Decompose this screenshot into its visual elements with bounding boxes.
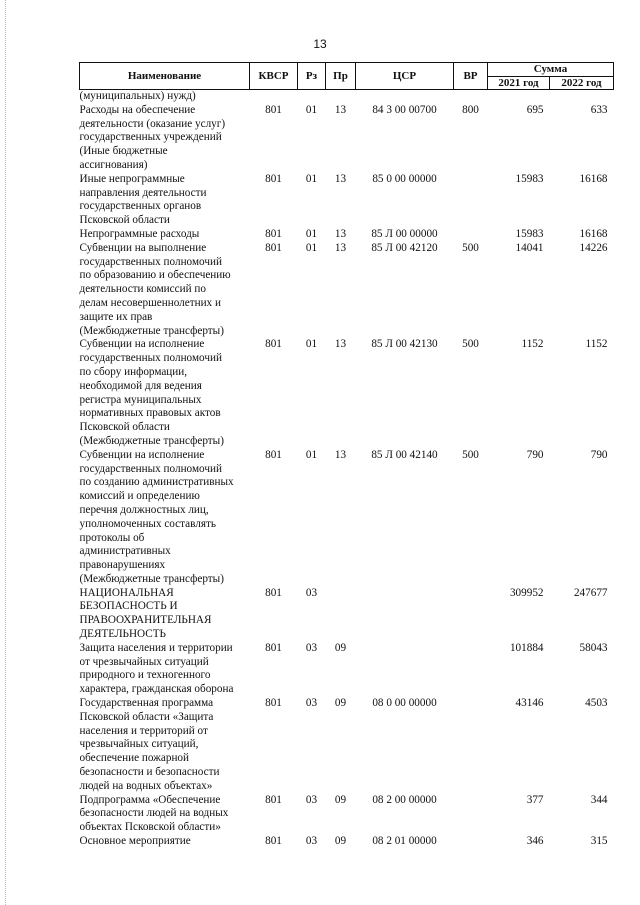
cell-y2021: 346 [526, 835, 544, 848]
header-csr: ЦСР [356, 63, 454, 90]
cell-kvsr: 801 [265, 338, 282, 351]
cell-vr: 500 [462, 448, 479, 461]
cell-rz: 03 [305, 586, 318, 599]
table-row [80, 338, 614, 448]
cell-rz: 01 [305, 241, 318, 254]
table-row [80, 449, 614, 587]
cell-y2022: 14226 [579, 241, 608, 254]
cell-y2021: 377 [526, 793, 544, 806]
cell-kvsr: 801 [265, 172, 282, 185]
cell-vr [454, 90, 488, 104]
header-name: Наименование [80, 63, 250, 90]
cell-csr: 08 2 00 00000 [372, 793, 437, 806]
cell-y2021: 101884 [509, 641, 544, 654]
cell-y2022: 58043 [579, 641, 608, 654]
cell-kvsr: 801 [265, 793, 282, 806]
page-number: 13 [313, 37, 327, 51]
header-sum: Сумма [488, 63, 614, 77]
cell-y2021: 695 [526, 103, 544, 116]
cell-y2021: 790 [526, 448, 544, 461]
table-row [80, 90, 614, 104]
cell-vr: 500 [462, 241, 479, 254]
header-kvsr: КВСР [250, 63, 298, 90]
table-row [80, 228, 614, 242]
table-row [80, 697, 614, 794]
table-row [80, 104, 614, 173]
cell-vr [454, 173, 488, 228]
cell-csr: 85 Л 00 42130 [371, 338, 438, 351]
cell-y2022: 16168 [579, 172, 608, 185]
cell-y2022: 16168 [579, 227, 608, 240]
table-row [80, 242, 614, 339]
cell-pr: 09 [334, 835, 347, 848]
cell-rz: 03 [305, 793, 318, 806]
cell-pr: 13 [334, 227, 347, 240]
budget-table [79, 62, 614, 849]
cell-vr [454, 587, 488, 642]
cell-pr [326, 587, 356, 642]
cell-name: Подпрограмма «Обеспечение безопасности людей на водных объектах Псковской области» [79, 793, 229, 834]
cell-csr: 08 0 00 00000 [372, 697, 437, 710]
cell-pr: 09 [334, 793, 347, 806]
table-row [80, 835, 614, 849]
cell-y2022 [550, 90, 614, 104]
cell-kvsr: 801 [265, 697, 282, 710]
cell-pr: 13 [334, 103, 347, 116]
cell-rz: 03 [305, 641, 318, 654]
cell-pr: 13 [334, 241, 347, 254]
header-vr: ВР [454, 63, 488, 90]
cell-vr [454, 228, 488, 242]
cell-pr [326, 90, 356, 104]
cell-vr [454, 835, 488, 849]
cell-pr: 13 [334, 448, 347, 461]
cell-vr [454, 794, 488, 835]
cell-pr: 09 [334, 641, 347, 654]
cell-kvsr: 801 [265, 103, 282, 116]
cell-csr: 84 3 00 00700 [372, 103, 437, 116]
cell-rz: 01 [305, 172, 318, 185]
cell-y2022: 1152 [585, 338, 608, 351]
cell-csr: 85 Л 00 42140 [371, 448, 438, 461]
cell-kvsr [250, 90, 298, 104]
header-rz: Рз [298, 63, 326, 90]
table-row [80, 587, 614, 642]
cell-rz: 01 [305, 103, 318, 116]
cell-name: Основное мероприятие [79, 835, 191, 848]
cell-csr: 08 2 01 00000 [372, 835, 437, 848]
cell-name: Субвенции на выполнение государственных полномочий по образованию и обеспечению деятельности комиссий по делам несовершеннолетних и защите их прав (Межбюджетные трансферты) [79, 241, 231, 337]
cell-csr: 85 Л 00 00000 [371, 227, 438, 240]
cell-name: Защита населения и территории от чрезвычайных ситуаций природного и техногенного характера, гражданская оборона [79, 641, 234, 696]
cell-name: Непрограммные расходы [79, 227, 200, 240]
cell-y2022: 633 [590, 103, 608, 116]
cell-y2022: 247677 [573, 586, 608, 599]
table-row [80, 642, 614, 697]
cell-rz [298, 90, 326, 104]
cell-vr [454, 642, 488, 697]
cell-name: НАЦИОНАЛЬНАЯ БЕЗОПАСНОСТЬ И ПРАВООХРАНИТЕЛЬНАЯ ДЕЯТЕЛЬНОСТЬ [79, 586, 212, 641]
cell-csr [356, 587, 454, 642]
cell-rz: 01 [305, 227, 318, 240]
cell-kvsr: 801 [265, 641, 282, 654]
cell-name: (муниципальных) нужд) [79, 90, 196, 102]
cell-kvsr: 801 [265, 835, 282, 848]
cell-rz: 03 [305, 835, 318, 848]
cell-kvsr: 801 [265, 241, 282, 254]
cell-y2022: 344 [590, 793, 608, 806]
header-pr: Пр [326, 63, 356, 90]
cell-y2021: 309952 [509, 586, 544, 599]
cell-y2021: 1152 [521, 338, 544, 351]
cell-csr [356, 642, 454, 697]
cell-rz: 01 [305, 448, 318, 461]
cell-vr: 500 [462, 338, 479, 351]
cell-name: Субвенции на исполнение государственных полномочий по созданию административных комиссий и определению перечня должностных лиц, уполномоченных составлять протоколы об административных правонарушениях (Межбюджетные трансферты) [79, 448, 234, 585]
cell-y2021: 43146 [515, 697, 544, 710]
cell-csr: 85 0 00 00000 [372, 172, 437, 185]
cell-rz: 01 [305, 338, 318, 351]
cell-kvsr: 801 [265, 586, 282, 599]
cell-y2022: 315 [590, 835, 608, 848]
scan-edge [5, 0, 7, 905]
cell-y2022: 790 [590, 448, 608, 461]
table-row [80, 794, 614, 835]
cell-y2021 [488, 90, 550, 104]
cell-name: Государственная программа Псковской области «Защита населения и территорий от чрезвычайных ситуаций, обеспечение пожарной безопасности и безопасности людей на водных объектах» [79, 697, 220, 792]
cell-name: Иные непрограммные направления деятельности государственных органов Псковской области [79, 172, 207, 227]
cell-y2021: 15983 [515, 172, 544, 185]
cell-csr: 85 Л 00 42120 [371, 241, 438, 254]
cell-vr [454, 697, 488, 794]
cell-pr: 13 [334, 172, 347, 185]
table-row [80, 173, 614, 228]
cell-vr: 800 [462, 103, 479, 116]
header-2022: 2022 год [550, 76, 614, 90]
cell-name: Субвенции на исполнение государственных полномочий по сбору информации, необходимой для ведения регистра муниципальных нормативных правовых актов Псковской области (Межбюджетные трансферты) [79, 338, 224, 447]
cell-name: Расходы на обеспечение деятельности (оказание услуг) государственных учреждений (Иные бюджетные ассигнования) [79, 103, 226, 171]
cell-rz: 03 [305, 697, 318, 710]
cell-csr [356, 90, 454, 104]
cell-kvsr: 801 [265, 227, 282, 240]
cell-y2022: 4503 [585, 697, 608, 710]
cell-pr: 13 [334, 338, 347, 351]
cell-pr: 09 [334, 697, 347, 710]
cell-y2021: 15983 [515, 227, 544, 240]
cell-kvsr: 801 [265, 448, 282, 461]
table-body [80, 90, 614, 849]
cell-y2021: 14041 [515, 241, 544, 254]
header-2021: 2021 год [488, 76, 550, 90]
